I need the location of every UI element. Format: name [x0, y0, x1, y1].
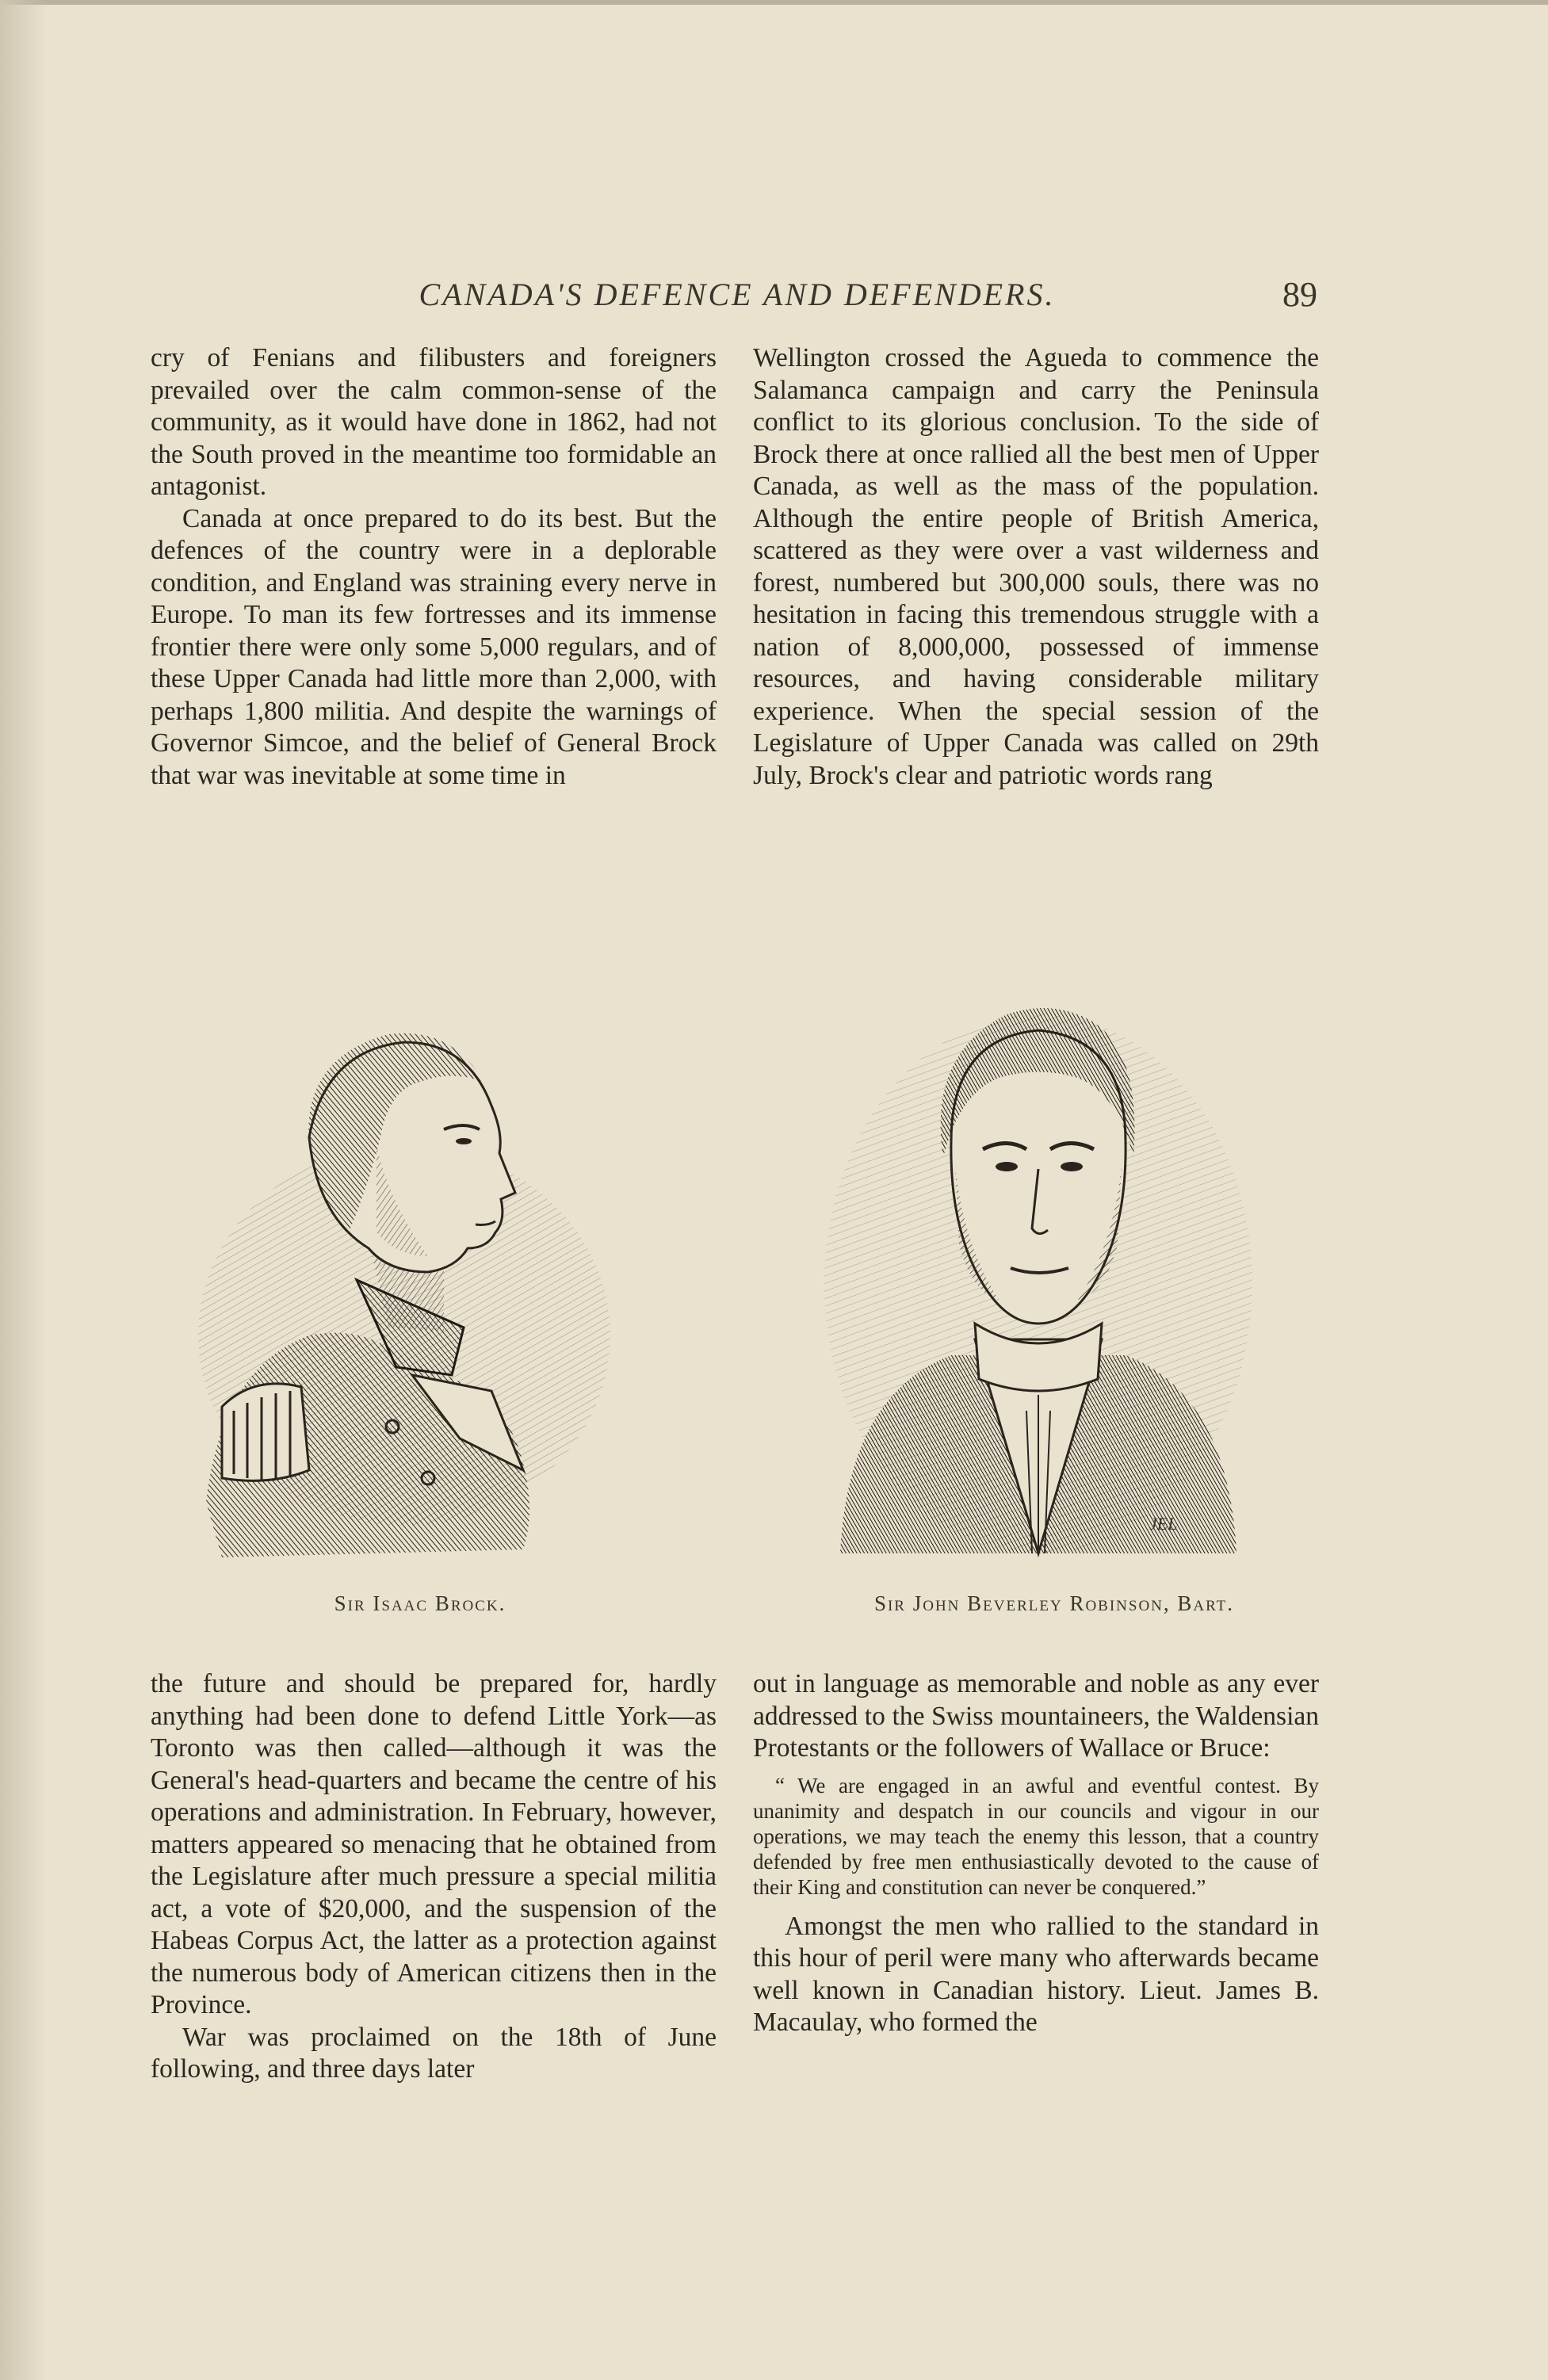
engraver-mark: JEL: [1149, 1514, 1178, 1534]
paragraph: War was proclaimed on the 18th of June following, and three days later: [151, 2022, 717, 2084]
paragraph: Wellington crossed the Agueda to commence the Salamanca campaign and carry the Peninsula conflict to its glorious conclusion. To the side of Brock there at once rallied all the best men of Upper Canada, as well as the mass of the population. Although the entire people of British America, scattered as they were over a vast wilderness and forest, numbered but 300,000 souls, there was no hesitation in facing this tremendous struggle with a nation of 8,000,000, possessed of immense resources, and having considerable military experience. When the special session of the Legislature of Upper Canada was called on 29th July, Brock's clear and patriotic words rang: [753, 343, 1319, 790]
caption-john-beverley-robinson: Sir John Beverley Robinson, Bart.: [873, 1591, 1235, 1615]
engraving-robinson: [816, 983, 1260, 1569]
running-head: [151, 276, 1324, 323]
caption-isaac-brock: Sir Isaac Brock.: [334, 1591, 506, 1615]
text-column-top-right: [753, 342, 1319, 792]
text-column-bottom-right: [753, 1668, 1319, 2039]
block-quote: “ We are engaged in an awful and eventful contest. By unanimity and despatch in our councils and vigour in our operations, we may teach the enemy this lesson, that a country defended by free men enthusiastically devoted to the cause of their King and constitution can never be conquered.”: [753, 1773, 1319, 1899]
binding-shadow: [0, 0, 48, 2380]
page-top-edge: [0, 0, 1548, 5]
running-title: CANADA'S DEFENCE AND DEFENDERS.: [419, 277, 1056, 312]
page-number: 89: [1282, 275, 1317, 314]
paragraph: Canada at once prepared to do its best. But the defences of the country were in a deplorable condition, and England was straining every nerve in Europe. To man its few fortresses and its immense frontier there were only some 5,000 regulars, and of these Upper Canada had little more than 2,000, with perhaps 1,800 militia. And despite the warnings of Governor Simcoe, and the belief of General Brock that war was inevitable at some time in: [151, 503, 717, 790]
portrait-john-beverley-robinson: [816, 983, 1260, 1569]
paragraph: the future and should be prepared for, hardly anything had been done to defend Little York—as Toronto was then called—although it was the General's head-quarters and became the centre of his operations and administration. In February, however, matters appeared so menacing that he obtained from the Legislature after much pressure a special militia act, a vote of $20,000, and the suspension of the Habeas Corpus Act, the latter as a protection against the numerous body of American citizens then in the Province.: [151, 1669, 717, 2019]
paragraph: cry of Fenians and filibusters and foreigners prevailed over the calm common-sense of the community, as it would have done in 1862, had not the South proved in the meantime too formidable an antagonist.: [151, 343, 717, 501]
engraving-brock: [190, 995, 634, 1581]
text-column-top-left: [151, 342, 717, 792]
text-column-bottom-left: [151, 1668, 717, 2086]
paragraph: Amongst the men who rallied to the standard in this hour of peril were many who afterwards became well known in Canadian history. Lieut. James B. Macaulay, who formed the: [753, 1911, 1319, 2037]
portrait-isaac-brock: [190, 995, 634, 1581]
paragraph: out in language as memorable and noble as any ever addressed to the Swiss mountaineers, the Waldensian Protestants or the followers of Wallace or Bruce:: [753, 1669, 1319, 1763]
